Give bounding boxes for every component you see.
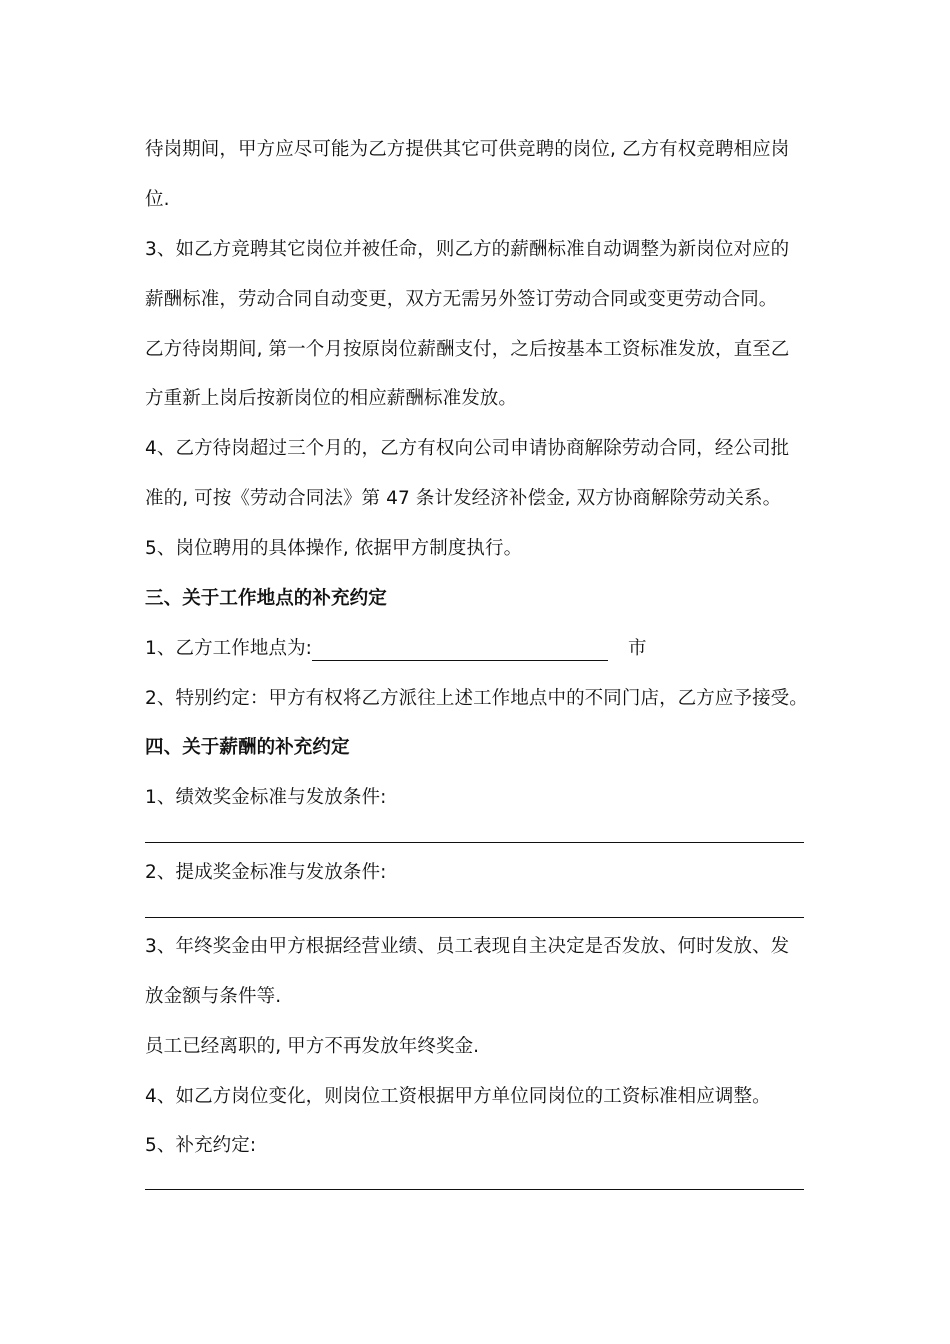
paragraph-line: 放金额与条件等. — [145, 986, 282, 1007]
paragraph-line: 位. — [145, 189, 170, 210]
paragraph-line: 薪酬标准，劳动合同自动变更，双方无需另外签订劳动合同或变更劳动合同。 — [145, 289, 778, 310]
paragraph-line: 乙方待岗期间, 第一个月按原岗位薪酬支付，之后按基本工资标准发放，直至乙 — [145, 339, 790, 360]
workplace-label: 1、乙方工作地点为: — [145, 638, 313, 659]
paragraph-line: 4、乙方待岗超过三个月的，乙方有权向公司申请协商解除劳动合同，经公司批 — [145, 438, 790, 459]
paragraph-line: 1、绩效奖金标准与发放条件: — [145, 787, 387, 808]
paragraph-line: 5、岗位聘用的具体操作, 依据甲方制度执行。 — [145, 538, 523, 559]
paragraph-line: 待岗期间，甲方应尽可能为乙方提供其它可供竞聘的岗位, 乙方有权竞聘相应岗 — [145, 139, 790, 160]
paragraph-line: 方重新上岗后按新岗位的相应薪酬标准发放。 — [145, 388, 518, 409]
paragraph-line: 准的, 可按《劳动合同法》第 47 条计发经济补偿金, 双方协商解除劳动关系。 — [145, 488, 782, 509]
paragraph-line: 3、如乙方竞聘其它岗位并被任命，则乙方的薪酬标准自动调整为新岗位对应的 — [145, 239, 790, 260]
workplace-line — [145, 637, 647, 661]
paragraph-line: 2、提成奖金标准与发放条件: — [145, 862, 387, 883]
workplace-blank-field[interactable] — [312, 642, 608, 661]
paragraph-line: 2、特别约定：甲方有权将乙方派往上述工作地点中的不同门店，乙方应予接受。 — [145, 688, 808, 709]
section-heading-workplace: 三、关于工作地点的补充约定 — [145, 588, 387, 609]
paragraph-line: 4、如乙方岗位变化，则岗位工资根据甲方单位同岗位的工资标准相应调整。 — [145, 1086, 771, 1107]
paragraph-line: 员工已经离职的, 甲方不再发放年终奖金. — [145, 1036, 480, 1057]
paragraph-line: 3、年终奖金由甲方根据经营业绩、员工表现自主决定是否发放、何时发放、发 — [145, 936, 790, 957]
paragraph-line: 5、补充约定: — [145, 1135, 257, 1156]
performance-bonus-blank-line[interactable] — [145, 842, 804, 843]
commission-bonus-blank-line[interactable] — [145, 917, 804, 918]
workplace-city-suffix: 市 — [628, 638, 647, 659]
section-heading-salary: 四、关于薪酬的补充约定 — [145, 737, 350, 758]
supplementary-agreement-blank-line[interactable] — [145, 1189, 804, 1190]
